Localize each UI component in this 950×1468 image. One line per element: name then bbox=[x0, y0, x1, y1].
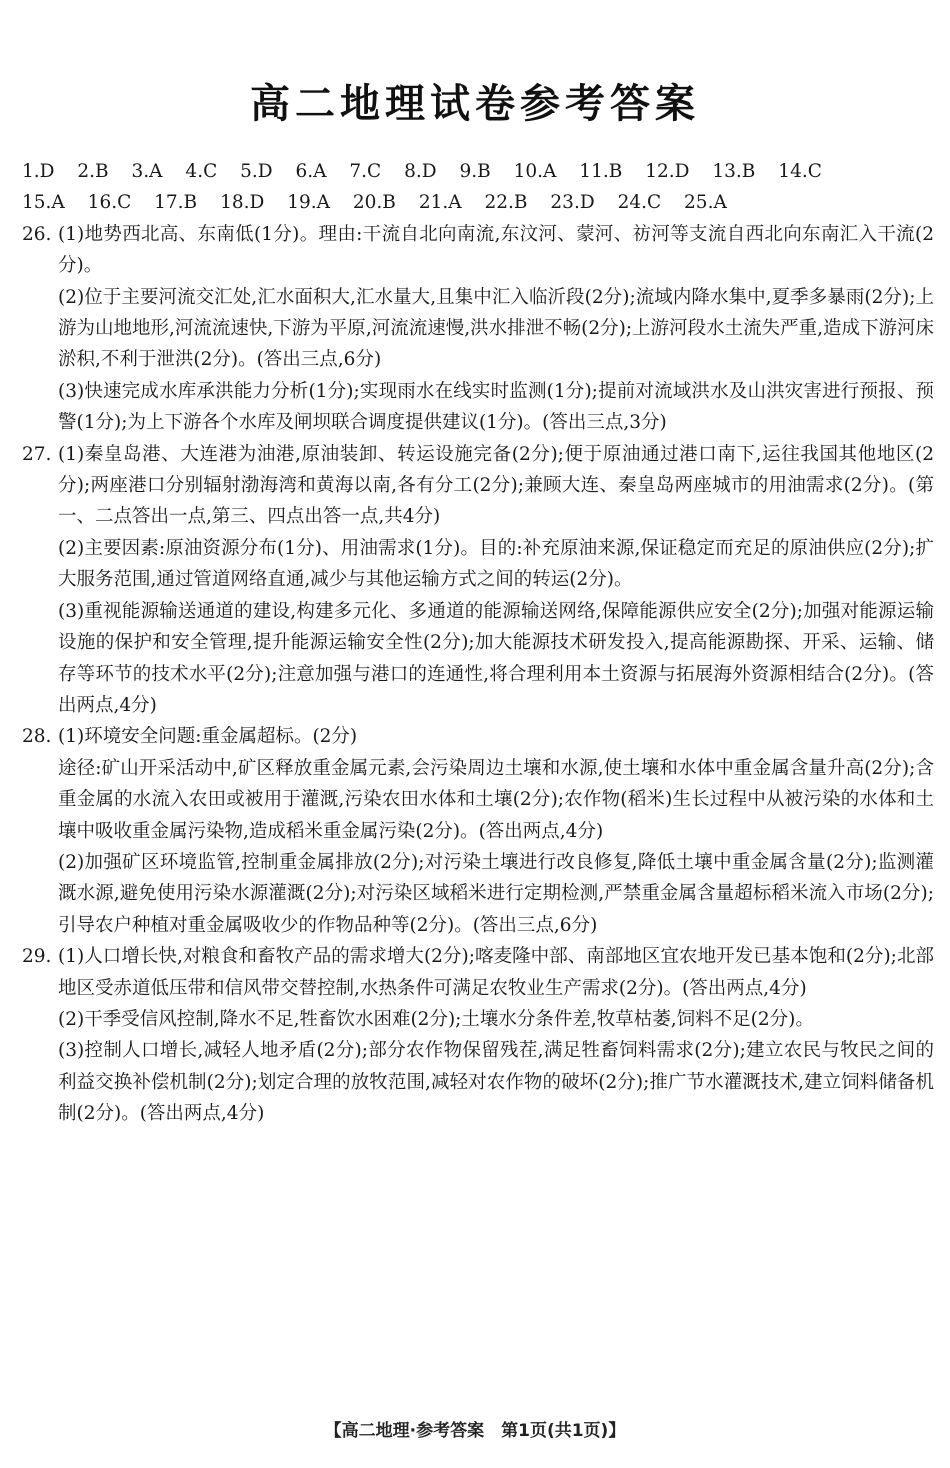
answer-part: (2)干季受信风控制,降水不足,牲畜饮水困难(2分);土壤水分条件差,牧草枯萎,饲料不足(2分)。 bbox=[58, 1008, 814, 1030]
mc-answer: 23.D bbox=[550, 192, 595, 214]
mc-answer: 15.A bbox=[22, 192, 65, 214]
mc-answer: 11.B bbox=[579, 161, 623, 182]
mc-answer: 21.A bbox=[418, 192, 462, 214]
question-number: 29. bbox=[22, 946, 52, 968]
mc-answer: 14.C bbox=[778, 161, 822, 182]
question-27 bbox=[22, 439, 934, 722]
mc-answer: 19.A bbox=[287, 192, 330, 214]
answer-part: (3)控制人口增长,减轻人地矛盾(2分);部分农作物保留残茬,满足牲畜饲料需求(2分);建立农民与牧民之间的利益交换补偿机制(2分);划定合理的放牧范围,减轻对农作物的破坏(2分);推广节水灌溉技术,建立饲料储备机制(2分)。(答出两点,4分) bbox=[58, 1040, 934, 1125]
mc-answer: 4.C bbox=[185, 161, 218, 182]
question-number: 26. bbox=[22, 223, 52, 245]
mc-answers-row-2 bbox=[22, 187, 934, 218]
answer-part: (1)环境安全问题:重金属超标。(2分) bbox=[58, 726, 358, 748]
question-number: 27. bbox=[22, 443, 52, 465]
page-title: 高二地理试卷参考答案 bbox=[250, 81, 700, 127]
mc-answer: 10.A bbox=[513, 161, 557, 182]
mc-answer: 18.D bbox=[220, 192, 265, 214]
answer-content bbox=[22, 156, 934, 1130]
mc-answer: 9.B bbox=[459, 161, 491, 182]
answer-part: (1)秦皇岛港、大连港为油港,原油装卸、转运设施完备(2分);便于原油通过港口南下,运往我国其他地区(2分);两座港口分别辐射渤海湾和黄海以南,各有分工(2分);兼顾大连、秦皇岛两座城市的用油需求(2分)。(第一、二点答出一点,第三、四点出答一点,共4分) bbox=[58, 443, 934, 528]
mc-answer: 24.C bbox=[617, 192, 662, 214]
answer-part: (2)位于主要河流交汇处,汇水面积大,汇水量大,且集中汇入临沂段(2分);流域内降水集中,夏季多暴雨(2分);上游为山地地形,河流流速快,下游为平原,河流流速慢,洪水排泄不畅(2分);上游河段水土流失严重,造成下游河床淤积,不利于泄洪(2分)。(答出三点,6分) bbox=[58, 286, 934, 371]
answer-part: (3)重视能源输送通道的建设,构建多元化、多通道的能源输送网络,保障能源供应安全(2分);加强对能源运输设施的保护和安全管理,提升能源运输安全性(2分);加大能源技术研发投入,提高能源勘探、开采、运输、储存等环节的技术水平(2分);注意加强与港口的连通性,将合理利用本土资源与拓展海外资源相结合(2分)。(答出两点,4分) bbox=[58, 600, 934, 716]
answer-part: (2)加强矿区环境监管,控制重金属排放(2分);对污染土壤进行改良修复,降低土壤中重金属含量(2分);监测灌溉水源,避免使用污染水源灌溉(2分);对污染区域稻米进行定期检测,严禁重金属含量超标稻米流入市场(2分);引导农户种植对重金属吸收少的作物品种等(2分)。(答出三点,6分) bbox=[58, 851, 934, 936]
mc-answer: 7.C bbox=[349, 161, 382, 182]
mc-answer: 8.D bbox=[404, 161, 437, 182]
mc-answer: 13.B bbox=[712, 161, 756, 182]
question-26 bbox=[22, 219, 934, 439]
mc-answer: 22.B bbox=[484, 192, 528, 214]
mc-answer: 12.D bbox=[645, 161, 690, 182]
mc-answer: 5.D bbox=[240, 161, 273, 182]
mc-answer: 17.B bbox=[154, 192, 198, 214]
question-29 bbox=[22, 941, 934, 1129]
answer-part: (1)人口增长快,对粮食和畜牧产品的需求增大(2分);喀麦隆中部、南部地区宜农地开发已基本饱和(2分);北部地区受赤道低压带和信风带交替控制,水热条件可满足农牧业生产需求(2分)。(答出两点,4分) bbox=[58, 946, 934, 999]
mc-answers-row-1 bbox=[22, 156, 934, 187]
answer-part: (1)地势西北高、东南低(1分)。理由:干流自北向南流,东汶河、蒙河、祊河等支流自西北向东南汇入干流(2分)。 bbox=[58, 223, 934, 277]
mc-answer: 16.C bbox=[87, 192, 132, 214]
mc-answer: 3.A bbox=[131, 161, 163, 182]
mc-answer: 6.A bbox=[295, 161, 327, 182]
answer-part: (2)主要因素:原油资源分布(1分)、用油需求(1分)。目的:补充原油来源,保证稳定而充足的原油供应(2分);扩大服务范围,通过管道网络直通,减少与其他运输方式之间的转运(2分)。 bbox=[58, 537, 934, 591]
question-28 bbox=[22, 721, 934, 941]
mc-answer: 20.B bbox=[352, 192, 396, 214]
answer-part: 途径:矿山开采活动中,矿区释放重金属元素,会污染周边土壤和水源,使土壤和水体中重金属含量升高(2分);含重金属的水流入农田或被用于灌溉,污染农田水体和土壤(2分);农作物(稻米)生长过程中从被污染的水体和土壤中吸收重金属污染物,造成稻米重金属污染(2分)。(答出两点,4分) bbox=[58, 757, 934, 842]
page-footer: 【高二地理·参考答案 第1页(共1页)】 bbox=[324, 1421, 626, 1441]
mc-answer: 25.A bbox=[684, 192, 727, 214]
mc-answer: 1.D bbox=[22, 161, 55, 182]
answer-part: (3)快速完成水库承洪能力分析(1分);实现雨水在线实时监测(1分);提前对流域洪水及山洪灾害进行预报、预警(1分);为上下游各个水库及闸坝联合调度提供建议(1分)。(答出三点,3分) bbox=[58, 380, 934, 434]
question-number: 28. bbox=[22, 726, 52, 748]
mc-answer: 2.B bbox=[77, 161, 109, 182]
